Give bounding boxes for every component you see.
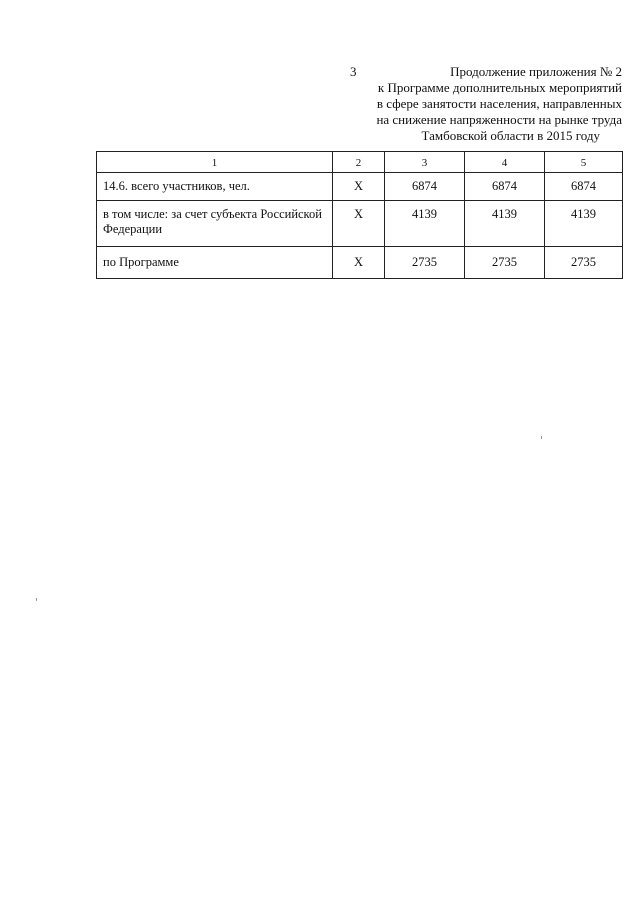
column-header: 5 — [545, 152, 623, 173]
data-table — [96, 151, 623, 279]
header-line: в сфере занятости населения, направленных — [376, 96, 622, 111]
header-line: Тамбовской области в 2015 году — [421, 128, 600, 143]
column-header: 1 — [97, 152, 333, 173]
table-cell: Х — [333, 173, 385, 201]
column-header: 2 — [333, 152, 385, 173]
column-header: 3 — [385, 152, 465, 173]
table-cell: 4139 — [465, 201, 545, 247]
page-number: 3 — [350, 64, 357, 79]
table-cell: 4139 — [545, 201, 623, 247]
table-cell: 2735 — [385, 247, 465, 279]
row-label: по Программе — [97, 247, 333, 279]
header-line: на снижение напряженности на рынке труда — [376, 112, 622, 127]
scan-speck — [541, 436, 542, 439]
table-row — [97, 173, 623, 201]
table-cell: 6874 — [385, 173, 465, 201]
row-label: 14.6. всего участников, чел. — [97, 173, 333, 201]
table-cell: 2735 — [545, 247, 623, 279]
column-header: 4 — [465, 152, 545, 173]
table-header-row — [97, 152, 623, 173]
table-cell: 6874 — [545, 173, 623, 201]
table-cell: 2735 — [465, 247, 545, 279]
table-row — [97, 201, 623, 247]
header-line: к Программе дополнительных мероприятий — [377, 80, 622, 95]
table-row — [97, 247, 623, 279]
table-cell: 6874 — [465, 173, 545, 201]
scan-speck — [36, 598, 37, 601]
appendix-header — [352, 64, 622, 144]
table-cell: Х — [333, 247, 385, 279]
row-label: в том числе: за счет субъекта Российской Федерации — [97, 201, 333, 247]
table-cell: Х — [333, 201, 385, 247]
header-line: Продолжение приложения № 2 — [450, 64, 622, 79]
table-cell: 4139 — [385, 201, 465, 247]
